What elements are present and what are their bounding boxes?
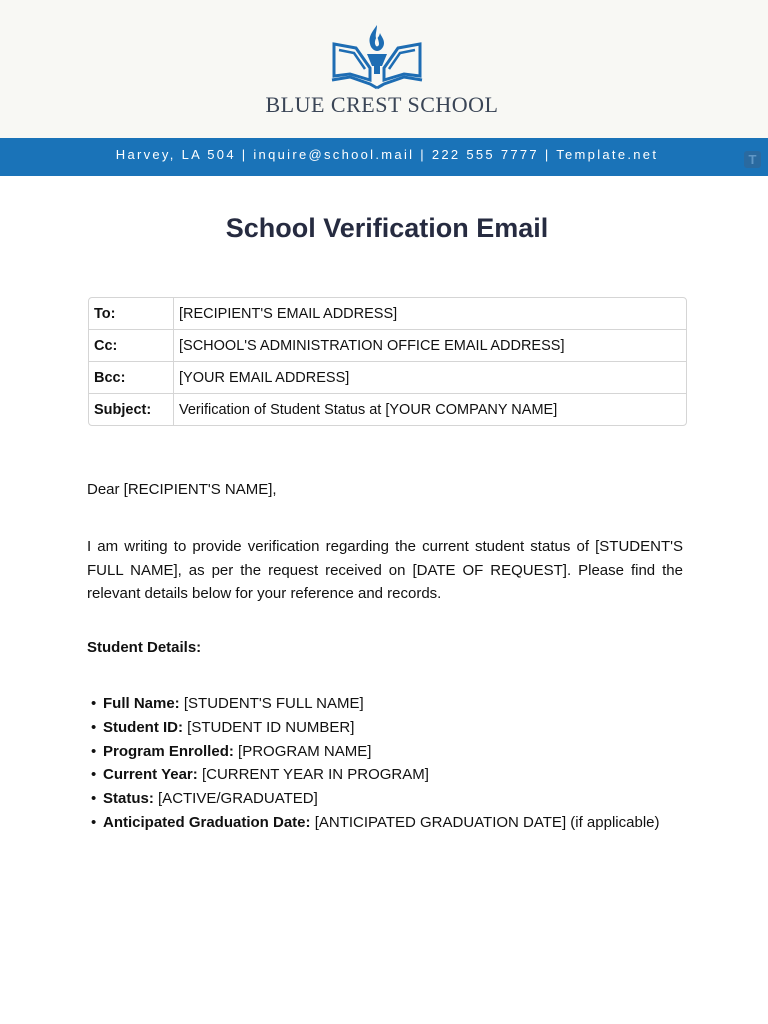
body-paragraph: I am writing to provide verification regarding the current student status of [STUDENT'S FULL NAME], as per the request received on [DATE OF REQUEST]. Please find the relevant details below for your reference and records. (87, 538, 683, 602)
field-label-bcc: Bcc: (89, 362, 174, 394)
detail-key: Student ID: (103, 718, 183, 736)
field-value-cc: [SCHOOL'S ADMINISTRATION OFFICE EMAIL ADDRESS] (174, 330, 686, 362)
greeting: Dear [RECIPIENT'S NAME], (87, 481, 277, 498)
list-item (87, 740, 659, 764)
field-value-to: [RECIPIENT'S EMAIL ADDRESS] (174, 298, 686, 330)
detail-value: [ACTIVE/GRADUATED] (158, 790, 318, 808)
table-row (89, 362, 686, 394)
contact-bar (0, 138, 768, 176)
detail-key: Status: (103, 790, 154, 808)
contact-info: Harvey, LA 504 | inquire@school.mail | 222 555 7777 | Template.net (115, 147, 659, 162)
table-row (89, 298, 686, 330)
list-item (87, 811, 659, 835)
email-header-table (88, 297, 687, 426)
field-label-to: To: (89, 298, 174, 330)
list-item (87, 716, 659, 740)
list-item (87, 787, 659, 811)
field-label-cc: Cc: (89, 330, 174, 362)
detail-value: [STUDENT ID NUMBER] (187, 718, 355, 736)
list-item (87, 692, 659, 716)
field-value-subject: Verification of Student Status at [YOUR COMPANY NAME] (179, 401, 558, 418)
template-brand-icon: T (744, 151, 761, 168)
table-row (89, 394, 686, 425)
detail-value: [STUDENT'S FULL NAME] (183, 695, 364, 712)
detail-key: Program Enrolled: (103, 742, 234, 760)
field-label-subject: Subject: (89, 394, 174, 425)
detail-value: [CURRENT YEAR IN PROGRAM] (201, 766, 429, 784)
table-row (89, 330, 686, 362)
detail-value: [PROGRAM NAME] (238, 742, 372, 760)
detail-key: Full Name: (103, 695, 180, 712)
detail-key: Current Year: (103, 766, 198, 784)
list-item (87, 763, 659, 787)
student-details-list (87, 692, 659, 835)
school-name: BLUE CREST SCHOOL (265, 92, 499, 117)
details-heading: Student Details: (87, 639, 202, 656)
detail-key: Anticipated Graduation Date: (103, 813, 311, 831)
letterhead (0, 0, 768, 138)
school-logo (330, 22, 424, 90)
document-title: School Verification Email (225, 213, 549, 243)
detail-value: [ANTICIPATED GRADUATION DATE] (if applicable) (314, 813, 660, 831)
field-value-bcc: [YOUR EMAIL ADDRESS] (174, 362, 686, 394)
